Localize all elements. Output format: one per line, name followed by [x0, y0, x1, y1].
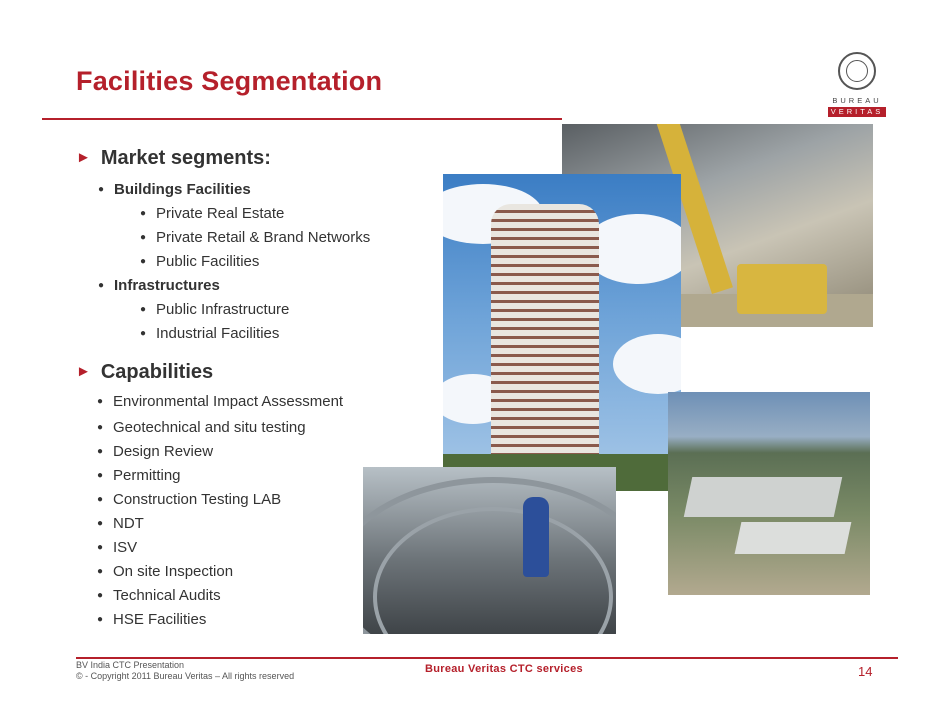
bullet-icon: ● — [97, 446, 104, 457]
bullet-icon: ● — [97, 422, 104, 433]
list-item: ● Public Infrastructure — [156, 298, 370, 322]
bullet-icon: ● — [140, 208, 147, 219]
logo-line-2: VERITAS — [828, 107, 886, 117]
market-segments-list — [98, 178, 371, 346]
triangle-bullet-icon: ► — [76, 363, 91, 380]
page-number: 14 — [858, 664, 873, 679]
bullet-icon: ● — [140, 304, 147, 315]
logo-line-1: BUREAU — [832, 96, 882, 105]
seal-icon — [838, 52, 876, 90]
bullet-icon: ● — [98, 184, 105, 195]
list-item: ● Technical Audits — [113, 584, 353, 608]
bullet-icon: ● — [140, 328, 147, 339]
escalator-photo — [363, 467, 616, 634]
bullet-icon: ● — [97, 590, 104, 601]
bullet-icon: ● — [97, 518, 104, 529]
market-segments-heading-text: Market segments: — [100, 147, 271, 169]
list-item: ● HSE Facilities — [113, 608, 353, 632]
list-item: ● Private Real Estate — [156, 202, 370, 226]
list-item: ● Buildings Facilities — [114, 178, 370, 202]
capabilities-heading — [76, 361, 213, 384]
list-item: ● Construction Testing LAB — [113, 488, 353, 512]
triangle-bullet-icon: ► — [76, 149, 91, 166]
list-item: ● Public Facilities — [156, 250, 370, 274]
bureau-veritas-logo — [828, 52, 886, 118]
bullet-icon: ● — [140, 256, 147, 267]
list-item: ● Industrial Facilities — [156, 322, 370, 346]
title-divider — [42, 118, 562, 120]
list-item: ● Environmental Impact Assessment — [97, 393, 344, 410]
list-item: ● Private Retail & Brand Networks — [156, 226, 370, 250]
market-segments-heading — [76, 147, 271, 170]
list-item: ● Design Review — [113, 440, 353, 464]
footer-service-name: Bureau Veritas CTC services — [425, 663, 583, 675]
list-item: ● Geotechnical and situ testing — [113, 416, 353, 440]
industrial-site-photo — [668, 392, 870, 595]
bullet-icon: ● — [97, 542, 104, 553]
bullet-icon: ● — [98, 280, 105, 291]
footer-line-2: © - Copyright 2011 Bureau Veritas – All rights reserved — [76, 671, 295, 681]
bullet-icon: ● — [97, 396, 104, 407]
footer-line-1: BV India CTC Presentation — [76, 660, 185, 670]
list-item: ● Permitting — [113, 464, 353, 488]
bullet-icon: ● — [97, 470, 104, 481]
bullet-icon: ● — [97, 614, 104, 625]
footer-divider — [76, 657, 898, 659]
footer-copyright — [76, 660, 294, 682]
bullet-icon: ● — [97, 566, 104, 577]
residential-tower-photo — [443, 174, 681, 491]
bullet-icon: ● — [97, 494, 104, 505]
list-item: ● ISV — [113, 536, 353, 560]
bullet-icon: ● — [140, 232, 147, 243]
list-item: ● On site Inspection — [113, 560, 353, 584]
capabilities-list — [97, 392, 353, 632]
list-item: ● Infrastructures — [114, 274, 370, 298]
capabilities-heading-text: Capabilities — [100, 361, 214, 383]
list-item: ● NDT — [113, 512, 353, 536]
slide-title: Facilities Segmentation — [76, 66, 383, 96]
